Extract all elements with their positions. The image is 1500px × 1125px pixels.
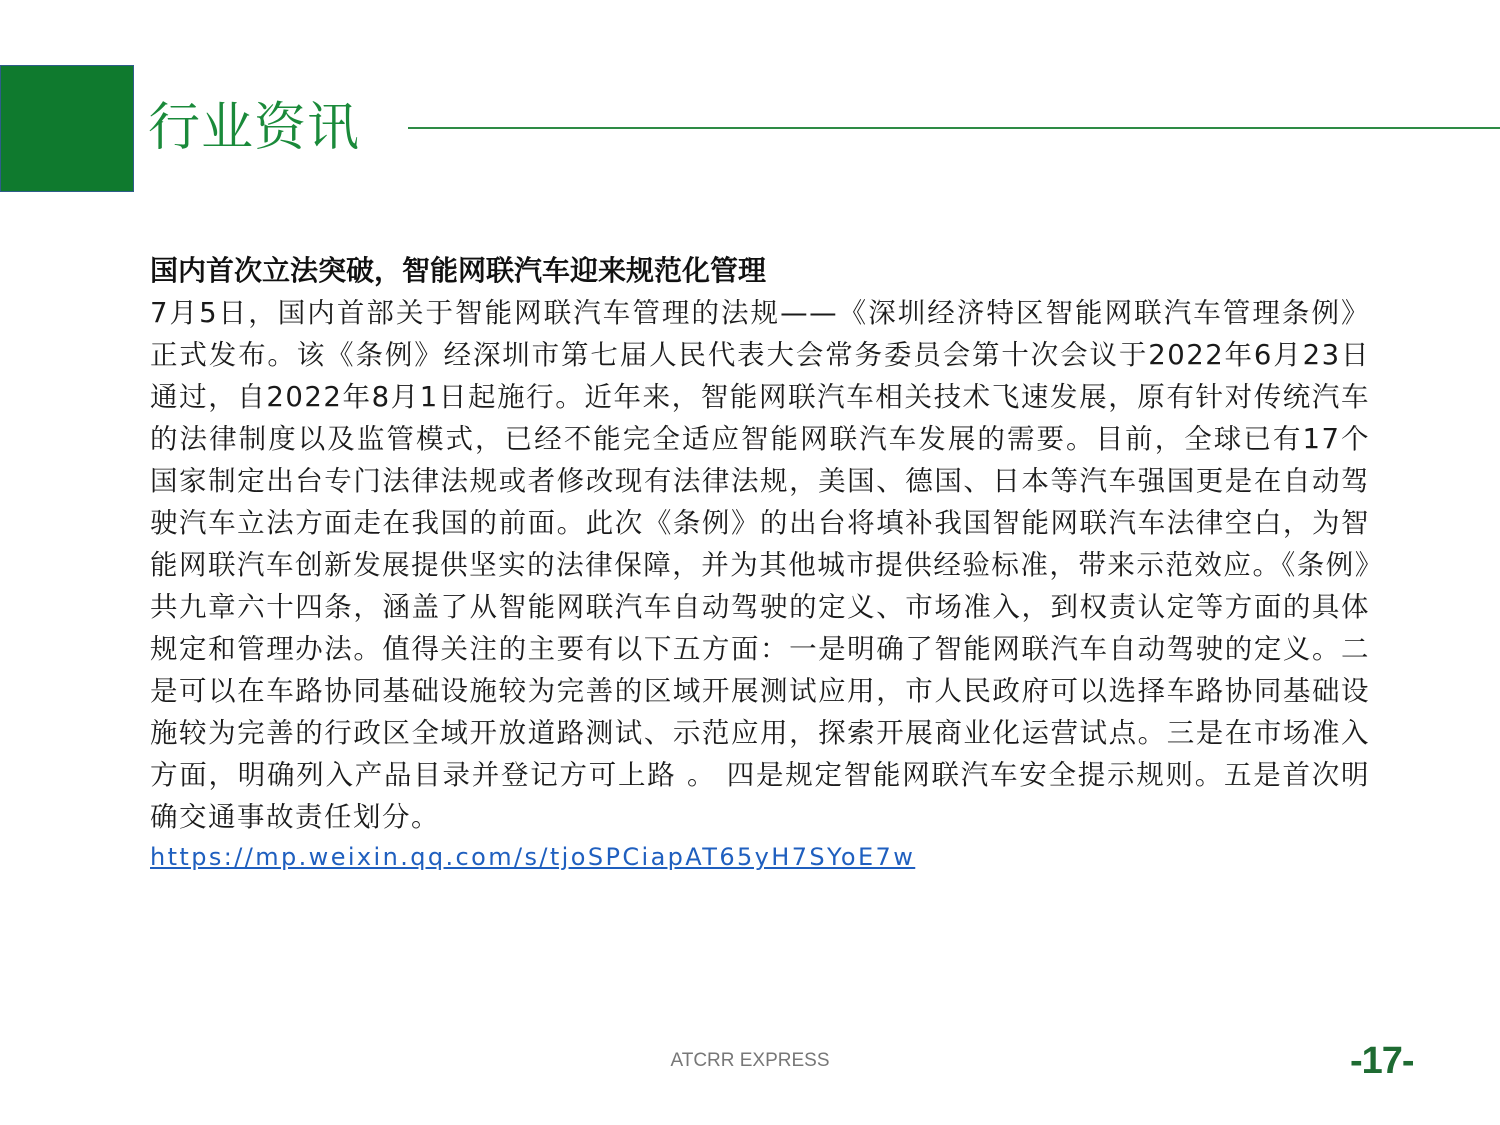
- footer-brand: ATCRR EXPRESS: [670, 1050, 830, 1071]
- header-divider: [408, 127, 1500, 129]
- source-link[interactable]: https://mp.weixin.qq.com/s/tjoSPCiapAT65yH7SYoE7w: [150, 843, 916, 871]
- page-number: -17-: [1350, 1040, 1414, 1082]
- article: [150, 250, 1370, 874]
- article-title: 国内首次立法突破，智能网联汽车迎来规范化管理: [150, 254, 767, 287]
- header-green-block: [0, 65, 134, 192]
- article-body: 7月5日，国内首部关于智能网联汽车管理的法规——《深圳经济特区智能网联汽车管理条例》正式发布。该《条例》经深圳市第七届人民代表大会常务委员会第十次会议于2022年6月23日通过，自2022年8月1日起施行。近年来，智能网联汽车相关技术飞速发展，原有针对传统汽车的法律制度以及监管模式，已经不能完全适应智能网联汽车发展的需要。目前，全球已有17个国家制定出台专门法律法规或者修改现有法律法规，美国、德国、日本等汽车强国更是在自动驾驶汽车立法方面走在我国的前面。此次《条例》的出台将填补我国智能网联汽车法律空白，为智能网联汽车创新发展提供坚实的法律保障，并为其他城市提供经验标准，带来示范效应。《条例》共九章六十四条，涵盖了从智能网联汽车自动驾驶的定义、市场准入，到权责认定等方面的具体规定和管理办法。值得关注的主要有以下五方面：一是明确了智能网联汽车自动驾驶的定义。二是可以在车路协同基础设施较为完善的区域开展测试应用，市人民政府可以选择车路协同基础设施较为完善的行政区全域开放道路测试、示范应用，探索开展商业化运营试点。三是在市场准入方面，明确列入产品目录并登记方可上路 。 四是规定智能网联汽车安全提示规则。五是首次明确交通事故责任划分。: [150, 297, 1370, 833]
- section-title: 行业资讯: [148, 98, 361, 158]
